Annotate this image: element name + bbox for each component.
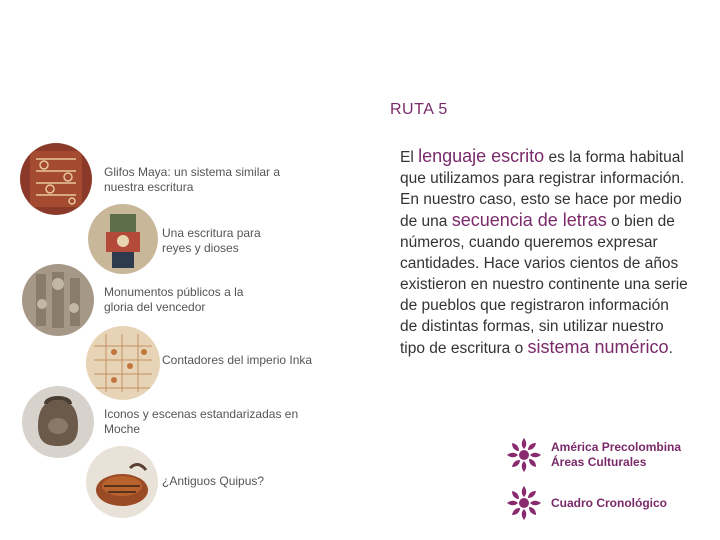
sun-logo-icon: [505, 484, 543, 522]
keyword-letter-sequence: secuencia de letras: [451, 210, 607, 230]
kings-gods-thumbnail[interactable]: [88, 204, 158, 274]
link-chronological-chart[interactable]: [505, 484, 667, 522]
keyword-number-system: sistema numérico: [527, 337, 669, 357]
paragraph-text-1: El: [400, 149, 419, 166]
link-chronological-line1: Cuadro Cronológico: [551, 495, 667, 510]
inka-counters-thumbnail[interactable]: [86, 326, 160, 400]
item-label-kings: Una escritura para reyes y dioses: [162, 226, 261, 255]
paragraph-text-2: es la forma habitual que utilizamos para registrar información. En nuestro caso, esto se hace por medio de una: [400, 149, 685, 230]
public-monuments-thumbnail[interactable]: [22, 264, 94, 336]
item-label-maya: Glifos Maya: un sistema similar a nuestra escritura: [104, 165, 281, 194]
paragraph-text-4: .: [668, 340, 673, 357]
maya-glyphs-thumbnail[interactable]: [20, 143, 92, 215]
link-precolumbian-line2: Áreas Culturales: [551, 455, 647, 469]
quipus-thumbnail[interactable]: [86, 446, 158, 518]
item-label-quipus: ¿Antiguos Quipus?: [162, 474, 265, 488]
moche-icons-thumbnail[interactable]: [22, 386, 94, 458]
keyword-written-language: lenguaje escrito: [418, 146, 545, 166]
link-precolumbian-line1: América Precolombina: [551, 440, 682, 454]
main-paragraph: [400, 146, 690, 359]
route-title: RUTA 5: [390, 101, 448, 118]
paragraph-text-3: o bien de números, cuando queremos expresar cantidades. Hace varios cientos de años existieron en nuestro continente una serie de pueblos que registraron información de distintas formas, sin utilizar nuestro tipo de escritura o: [400, 213, 688, 357]
item-label-inka: Contadores del imperio Inka: [162, 353, 313, 367]
sun-logo-icon: [505, 436, 543, 474]
item-label-monuments: Monumentos públicos a la gloria del vencedor: [104, 285, 244, 314]
item-label-moche: Iconos y escenas estandarizadas en Moche: [104, 407, 299, 436]
link-precolumbian-america[interactable]: [505, 436, 681, 474]
